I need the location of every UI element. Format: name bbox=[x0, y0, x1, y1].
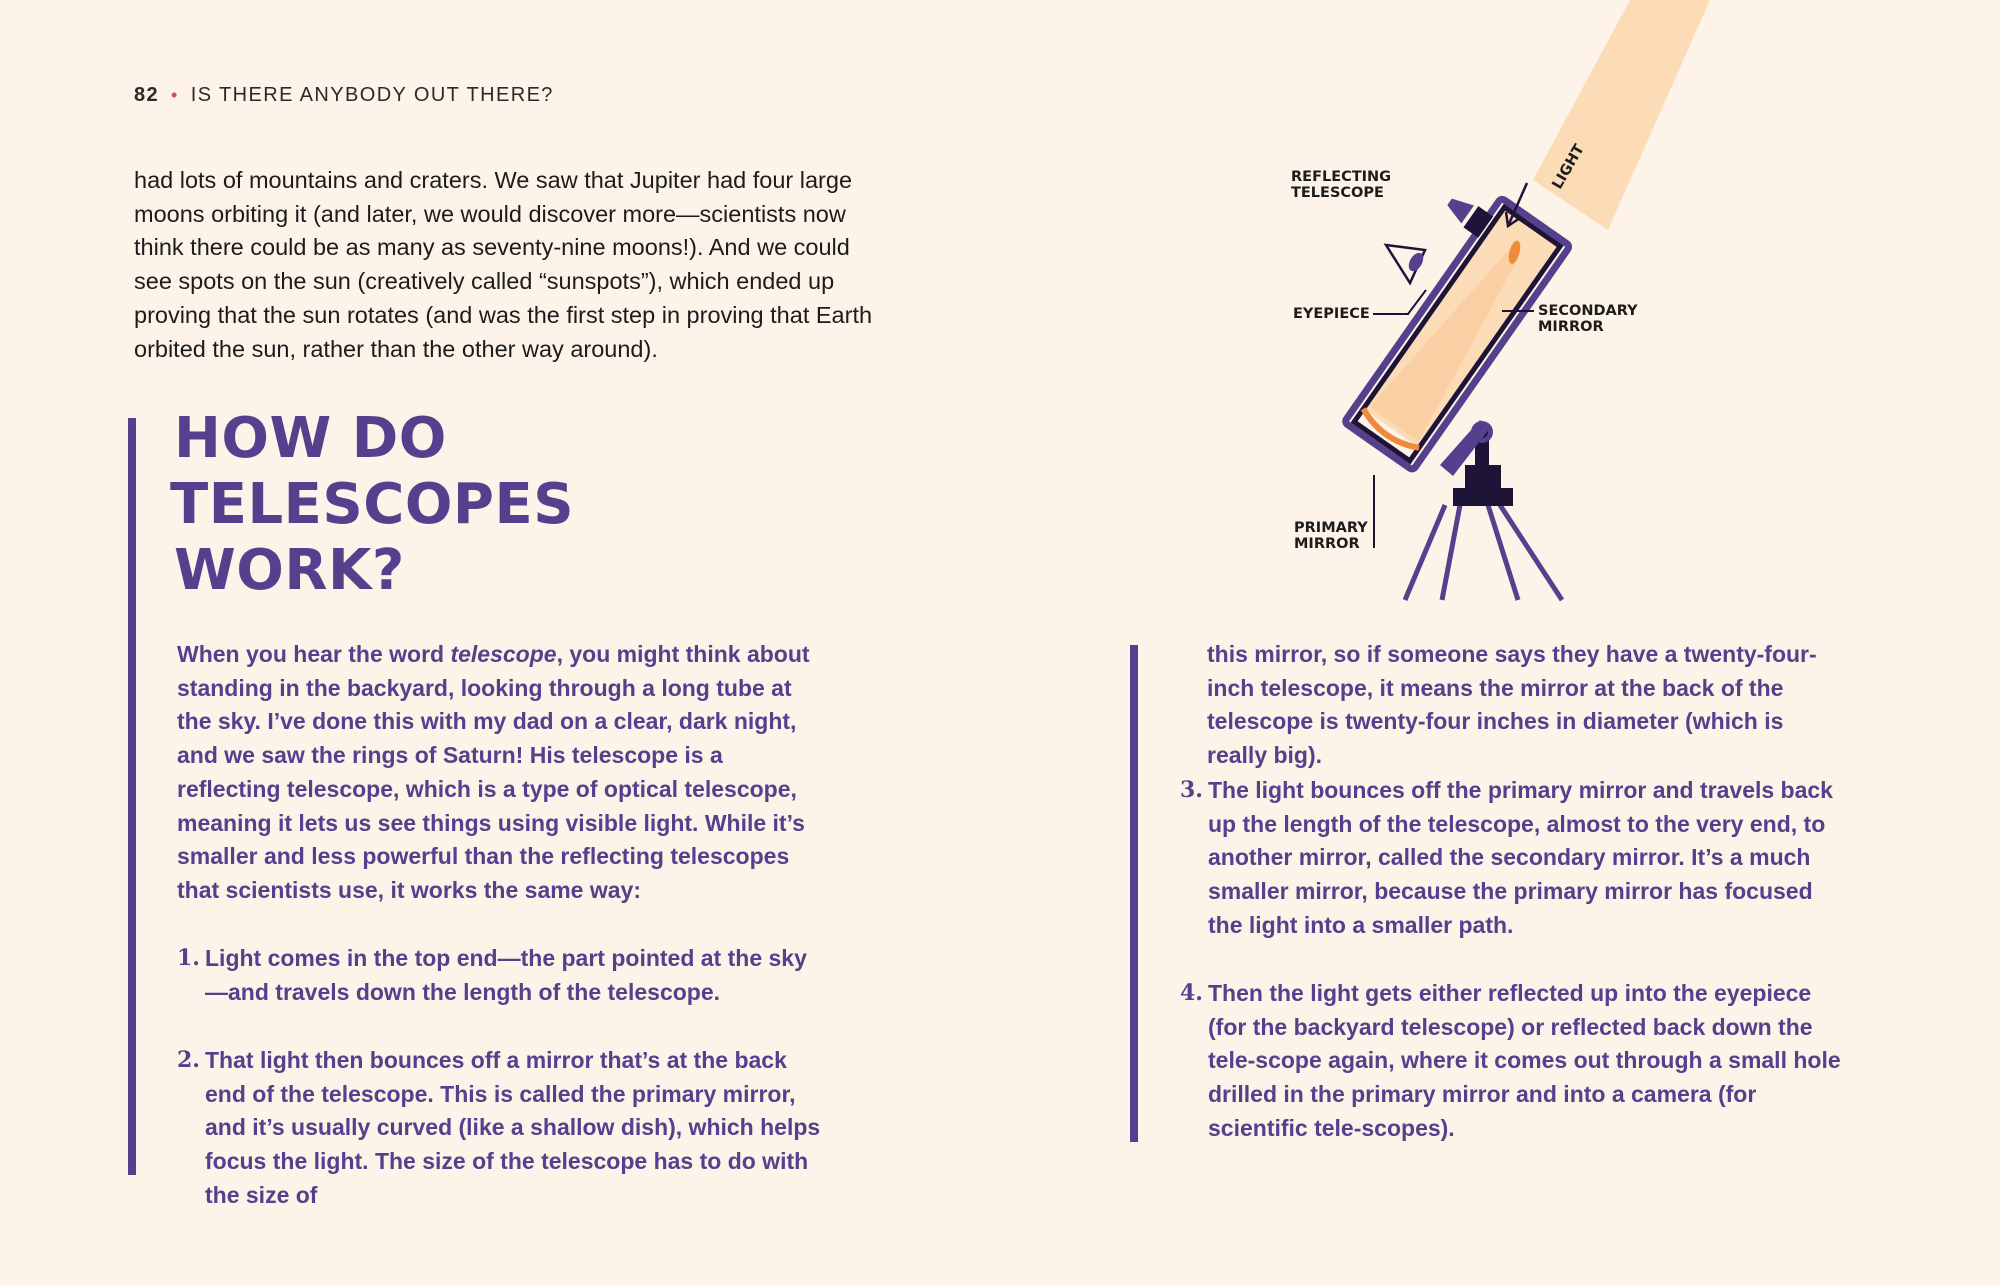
para-text-start: When you hear the word bbox=[177, 641, 451, 667]
right-sidebar-rule bbox=[1130, 645, 1138, 1142]
list-text: The light bounces off the primary mirror and travels back up the length of the telescope, almost to the very end, to another mirror, called the secondary mirror. It’s a much smaller mirror, because the primary mirror has focused the light into a smaller path. bbox=[1208, 777, 1833, 938]
continuation-paragraph: this mirror, so if someone says they have a twenty-four-inch telescope, it means the mirror at the back of the telescope is twenty-four inches in diameter (which is really big). bbox=[1207, 641, 1817, 769]
heading-line-2: TELESCOPES bbox=[170, 472, 575, 537]
list-item bbox=[177, 942, 827, 1009]
telescope-tube bbox=[1311, 175, 1570, 471]
secondary-mirror-label-2: MIRROR bbox=[1538, 319, 1604, 335]
list-text: That light then bounces off a mirror that’s at the back end of the telescope. This is called the primary mirror, and it’s usually curved (like a shallow dish), which helps focus the light. The size of the telescope has to do with the size of bbox=[205, 1047, 821, 1208]
list-item bbox=[1180, 977, 1847, 1146]
tripod bbox=[1405, 505, 1562, 600]
list-number: 3. bbox=[1180, 777, 1203, 803]
list-text: Light comes in the top end—the part pointed at the sky—and travels down the length of the telescope. bbox=[205, 945, 807, 1005]
list-number: 4. bbox=[1180, 980, 1203, 1006]
primary-mirror-label-2: MIRROR bbox=[1294, 536, 1360, 552]
reflecting-telescope-diagram bbox=[1270, 0, 1770, 610]
intro-paragraph: had lots of mountains and craters. We saw that Jupiter had four large moons orbiting it (and later, we would discover more—scientists now think there could be as many as seventy-nine moons!). And we could see spots on the sun (creatively called “sunspots”), which ended up proving that the sun rotates (and was the first step in proving that Earth orbited the sun, rather than the other way around). bbox=[134, 167, 873, 362]
chapter-title: IS THERE ANYBODY OUT THERE? bbox=[190, 84, 554, 106]
bullet-separator-icon: • bbox=[171, 85, 179, 105]
eyepiece-leader-line bbox=[1373, 290, 1426, 314]
secondary-mirror-label-1: SECONDARY bbox=[1538, 303, 1638, 319]
light-label: LIGHT bbox=[1549, 141, 1588, 192]
eyepiece-label: EYEPIECE bbox=[1293, 306, 1370, 322]
para-emphasis: telescope bbox=[450, 641, 557, 667]
section-heading bbox=[170, 406, 694, 604]
eye-icon bbox=[1386, 245, 1426, 283]
telescope-mount bbox=[1440, 420, 1513, 506]
light-beam bbox=[1533, 0, 1710, 230]
diagram-title-line-1: REFLECTING bbox=[1291, 169, 1392, 185]
left-sidebar-rule bbox=[128, 418, 136, 1175]
primary-mirror-label-1: PRIMARY bbox=[1294, 520, 1368, 536]
para-text-end: , you might think about standing in the backyard, looking through a long tube at the sky. I’ve done this with my dad on a clear, dark night, and we saw the rings of Saturn! His telescope is a reflecting telescope, which is a type of optical telescope, meaning it lets us see things using visible light. While it’s smaller and less powerful than the reflecting telescopes that scientists use, it works the same way: bbox=[177, 641, 810, 903]
heading-line-3: WORK? bbox=[174, 538, 405, 603]
heading-line-1: HOW DO bbox=[174, 406, 447, 471]
page-number: 82 bbox=[134, 84, 160, 106]
list-item bbox=[1180, 774, 1847, 943]
running-header bbox=[134, 84, 554, 107]
list-number: 1. bbox=[177, 945, 200, 971]
list-number: 2. bbox=[177, 1047, 200, 1073]
diagram-title-line-2: TELESCOPE bbox=[1291, 185, 1384, 201]
section-paragraph bbox=[177, 638, 832, 908]
list-text: Then the light gets either reflected up into the eyepiece (for the backyard telescope) or reflected back down the tele-scope again, where it comes out through a small hole drilled in the primary mirror and into a camera (for scientific tele-scopes). bbox=[1208, 980, 1841, 1141]
list-item bbox=[177, 1044, 827, 1213]
